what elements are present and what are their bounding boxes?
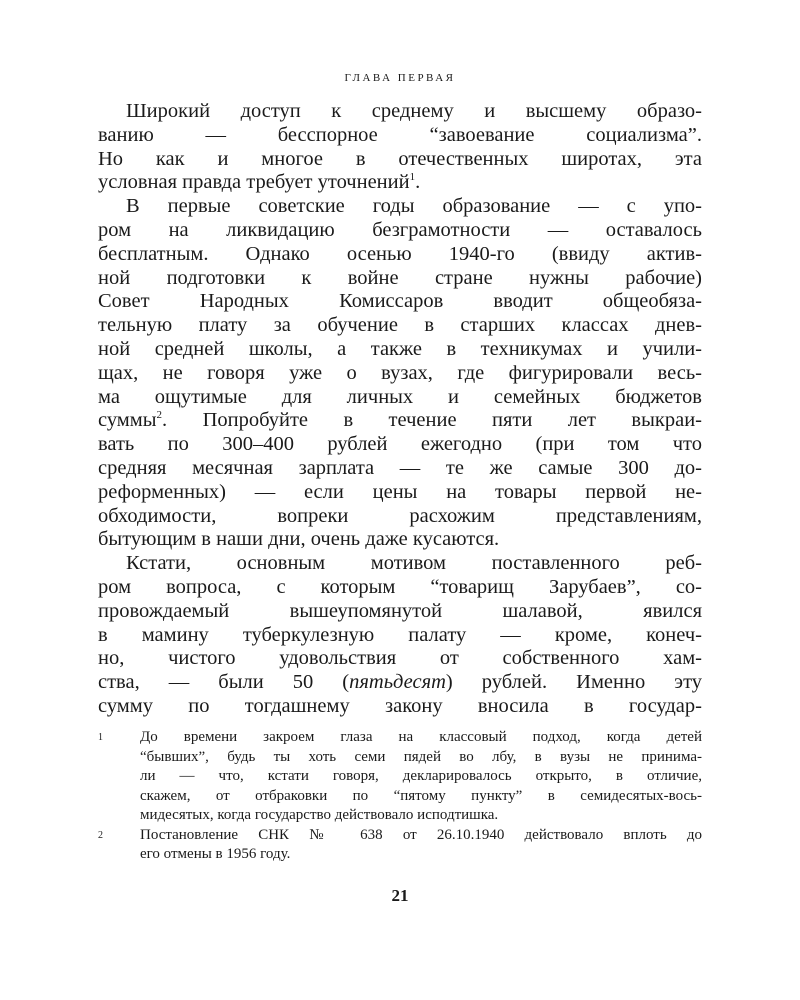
text-line: бытующим в наши дни, очень даже кусаются. — [98, 528, 500, 551]
text-line: Совет Народных Комиссаров вводит общеобяза- — [98, 290, 702, 313]
text-line: Кстати, основным мотивом поставленного реб- — [126, 552, 702, 575]
text-line: средняя месячная зарплата — те же самые 300 до- — [98, 456, 702, 479]
footnote-2 — [98, 826, 702, 865]
text-line: Широкий доступ к среднему и высшему образо- — [126, 100, 702, 122]
text-line: В первые советские годы образование — с упо- — [126, 195, 702, 218]
text-line: ром вопроса, с которым “товарищ Зарубаев”, со- — [98, 575, 702, 598]
footnote-ref-2[interactable]: 2 — [156, 409, 163, 422]
footnote-number: 2 — [98, 829, 103, 841]
text-line: ванию — бесспорное “завоевание социализма”. — [98, 123, 702, 146]
paragraph-1 — [98, 100, 702, 195]
paragraph-3 — [98, 552, 702, 719]
text-line: ной средней школы, а также в техникумах и учили- — [98, 337, 702, 360]
text-line: обходимости, вопреки расхожим представлениям, — [98, 504, 702, 527]
footnote-line: мидесятых, когда государство действовало исподтишка. — [140, 807, 499, 823]
italic-text: пятьдесят — [349, 671, 446, 694]
paragraph-2 — [98, 195, 702, 552]
text-line: ной подготовки к войне стране нужны рабочие) — [98, 266, 702, 289]
footnote-line: До времени закроем глаза на классовый подход, когда детей — [140, 729, 702, 745]
chapter-header: ГЛАВА ПЕРВАЯ — [344, 72, 456, 84]
page-number: 21 — [391, 886, 409, 905]
main-text — [98, 100, 702, 719]
footnote-ref-1[interactable]: 1 — [409, 171, 416, 184]
footnote-line: скажем, от отбраковки по “пятому пункту” в семидесятых-вось- — [140, 787, 702, 804]
footnote-line: ли — что, кстати говоря, декларировалось открыто, в отличие, — [140, 768, 702, 784]
text-fragment: ) рублей. Именно эту — [445, 671, 703, 694]
text-line — [98, 671, 702, 695]
text-fragment: . — [415, 171, 421, 194]
text-line: реформенных) — если цены на товары первой не- — [98, 480, 702, 503]
text-line — [98, 171, 702, 195]
text-line: щах, не говоря уже о вузах, где фигурировали весь- — [98, 361, 702, 384]
footnote-line: его отмены в 1956 году. — [140, 846, 291, 862]
text-line: тельную плату за обучение в старших классах днев- — [98, 314, 702, 337]
text-line: ма ощутимые для личных и семейных бюджетов — [98, 385, 702, 408]
text-line: бесплатным. Однако осенью 1940-го (ввиду актив- — [98, 242, 702, 265]
text-line: вать по 300–400 рублей ежегодно (при том что — [98, 433, 702, 456]
footnote-line: “бывших”, будь ты хоть семи пядей во лбу, в вузы не принима- — [140, 748, 702, 765]
text-line: провождаемый вышеупомянутой шалавой, явился — [98, 599, 702, 622]
text-line — [98, 409, 702, 433]
text-fragment: условная правда требует уточнений — [98, 171, 410, 194]
text-line: Но как и многое в отечественных широтах, эта — [98, 147, 702, 170]
text-line: но, чистого удовольствия от собственного хам- — [98, 647, 702, 670]
text-line: сумму по тогдашнему закону вносила в государ- — [98, 694, 702, 717]
footnotes — [98, 728, 702, 865]
footnote-1 — [98, 728, 702, 826]
footnote-line: Постановление СНК № 638 от 26.10.1940 действовало вплоть до — [140, 826, 702, 843]
text-fragment: . Попробуйте в течение пяти лет выкраи- — [162, 409, 702, 432]
text-line: ром на ликвидацию безграмотности — оставалось — [98, 218, 702, 241]
text-line: в мамину туберкулезную палату — кроме, конеч- — [98, 623, 702, 646]
footnote-number: 1 — [98, 732, 103, 743]
text-fragment: суммы — [98, 409, 157, 432]
text-fragment: ства, — были 50 ( — [98, 671, 350, 694]
